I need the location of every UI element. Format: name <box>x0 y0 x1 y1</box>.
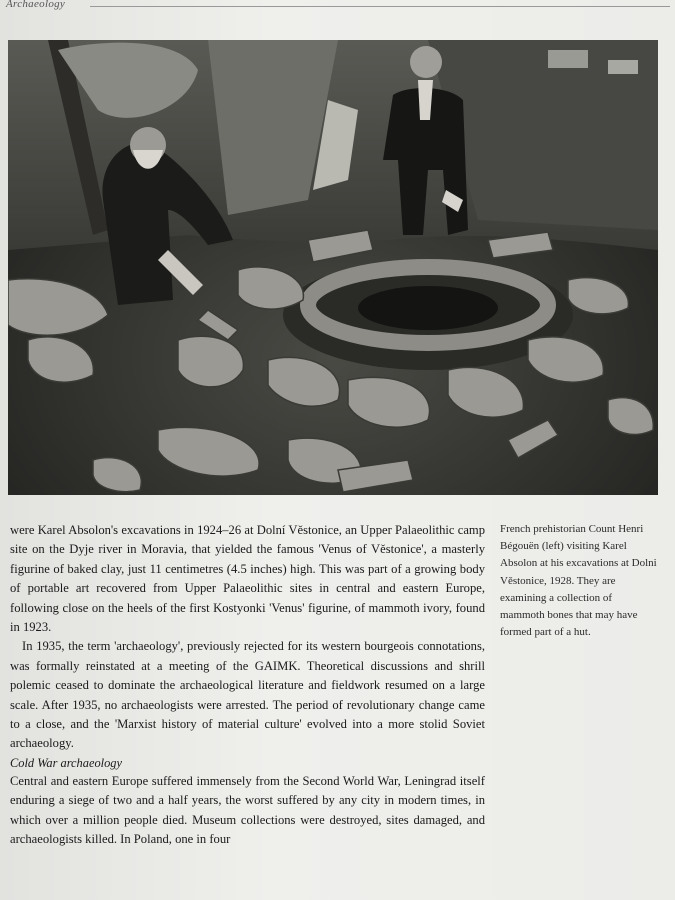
paragraph-3: Central and eastern Europe suffered immensely from the Second World War, Leningrad itself enduring a siege of two and a half years, the worst suffered by any city in modern times, in which over a million people died. Museum collections were destroyed, sites damaged, and archaeologists killed. In Poland, one in four <box>10 773 485 847</box>
photo-illustration <box>8 40 658 495</box>
section-heading: Cold War archaeology <box>10 755 122 770</box>
header-rule <box>90 6 670 7</box>
paragraph-2: In 1935, the term 'archaeology', previously rejected for its western bourgeois connotations, was formally reinstated at a meeting of the GAIMK. Theoretical discussions and shrill polemic ceased to dominate the archaeological literature and fieldwork resumed on a large scale. After 1935, no archaeologists were arrested. The period of revolutionary change came to a close, and the 'Marxist history of material culture' evolved into a more stolid Soviet archaeology. <box>10 639 485 751</box>
paragraph-1: were Karel Absolon's excavations in 1924–26 at Dolní Věstonice, an Upper Palaeolithic camp site on the Dyje river in Moravia, that yielded the famous 'Venus of Věstonice', a masterly figurine of baked clay, just 11 centimetres (4.5 inches) high. This was part of a growing body of portable art recovered from Upper Palaeolithic sites in central and eastern Europe, following close on the heels of the first Kostyonki 'Venus' figurine, of mammoth ivory, found in 1923. <box>10 523 485 635</box>
excavation-photograph <box>8 40 658 495</box>
running-head: Archaeology <box>6 0 66 10</box>
body-text <box>10 521 485 850</box>
photo-caption: French prehistorian Count Henri Bégouën (left) visiting Karel Absolon at his excavations at Dolni Věstonice, 1928. They are examining a collection of mammoth bones that may have formed part of a hut. <box>500 523 657 639</box>
